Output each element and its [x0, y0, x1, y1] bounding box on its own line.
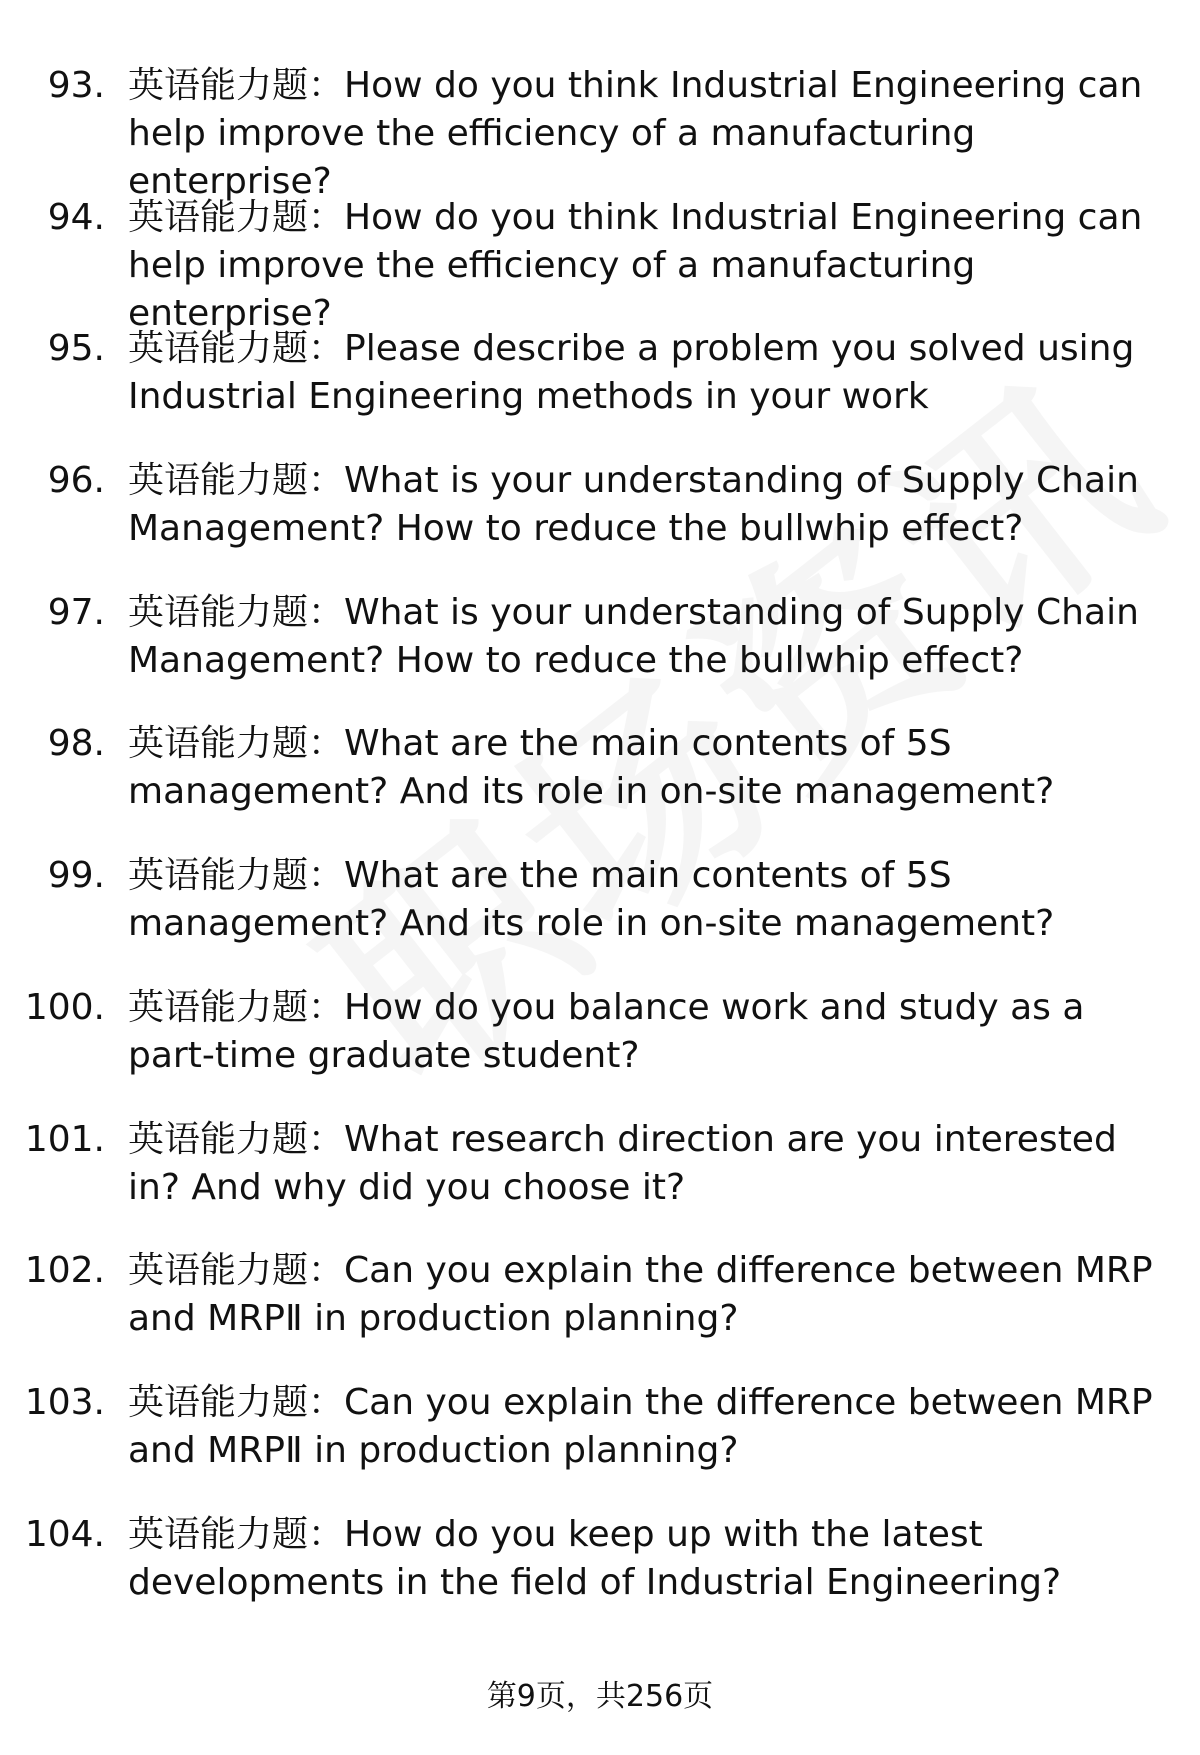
- question-item: [0, 1379, 1200, 1511]
- question-category: 英语能力题：: [128, 1250, 345, 1292]
- question-body: What research direction are you interested in? And why did you choose it?: [128, 1118, 1117, 1208]
- question-number: 102.: [24, 1250, 105, 1292]
- question-body: What is your understanding of Supply Chain Management? How to reduce the bullwhip effect?: [128, 460, 1139, 550]
- question-category: 英语能力题：: [128, 328, 345, 370]
- question-item: [0, 1247, 1200, 1379]
- question-item: [0, 984, 1200, 1116]
- question-item: [0, 852, 1200, 984]
- question-category: 英语能力题：: [128, 723, 345, 765]
- question-number: 94.: [47, 196, 105, 238]
- question-category: 英语能力题：: [128, 855, 345, 897]
- question-number: 101.: [24, 1118, 105, 1160]
- question-number: 100.: [24, 986, 105, 1028]
- question-item: [0, 194, 1200, 334]
- question-body: How do you think Industrial Engineering can help improve the efficiency of a manufacturing enterprise?: [128, 65, 1143, 202]
- question-body: What are the main contents of 5S management? And its role in on-site management?: [128, 855, 1055, 945]
- question-number: 97.: [47, 591, 105, 633]
- question-category: 英语能力题：: [128, 591, 345, 633]
- question-category: 英语能力题：: [128, 196, 345, 238]
- question-item: [0, 457, 1200, 589]
- question-category: 英语能力题：: [128, 1118, 345, 1160]
- question-text: [128, 1379, 1158, 1475]
- question-body: Can you explain the difference between MRP and MRPⅡ in production planning?: [128, 1250, 1153, 1340]
- question-category: 英语能力题：: [128, 65, 345, 106]
- question-text: [128, 325, 1158, 421]
- question-text: [128, 457, 1158, 553]
- question-body: Please describe a problem you solved using Industrial Engineering methods in your work: [128, 328, 1135, 418]
- question-text: [128, 720, 1158, 816]
- question-body: How do you think Industrial Engineering can help improve the efficiency of a manufacturing enterprise?: [128, 196, 1143, 334]
- question-list: [0, 62, 1200, 1642]
- question-item: [0, 325, 1200, 457]
- question-category: 英语能力题：: [128, 460, 345, 502]
- question-number: 95.: [47, 328, 105, 370]
- question-number: 103.: [24, 1381, 105, 1423]
- question-text: [128, 1116, 1158, 1212]
- question-body: What are the main contents of 5S management? And its role in on-site management?: [128, 723, 1055, 813]
- question-body: Can you explain the difference between MRP and MRPⅡ in production planning?: [128, 1381, 1153, 1471]
- question-text: [128, 984, 1158, 1080]
- question-number: 104.: [24, 1513, 105, 1555]
- question-category: 英语能力题：: [128, 1513, 345, 1555]
- question-body: What is your understanding of Supply Chain Management? How to reduce the bullwhip effect?: [128, 591, 1139, 681]
- question-category: 英语能力题：: [128, 986, 345, 1028]
- question-item: [0, 1511, 1200, 1643]
- question-text: [128, 62, 1158, 206]
- question-number: 99.: [47, 855, 105, 897]
- question-body: How do you keep up with the latest developments in the field of Industrial Engineering?: [128, 1513, 1062, 1603]
- question-item: [0, 62, 1200, 202]
- question-item: [0, 1116, 1200, 1248]
- question-text: [128, 1511, 1158, 1607]
- question-item: [0, 589, 1200, 721]
- page-footer: 第9页，共256页: [486, 1679, 714, 1714]
- question-number: 98.: [47, 723, 105, 765]
- question-category: 英语能力题：: [128, 1381, 345, 1423]
- question-text: [128, 194, 1158, 338]
- question-text: [128, 852, 1158, 948]
- question-text: [128, 1247, 1158, 1343]
- question-number: 93.: [47, 65, 105, 106]
- question-item: [0, 720, 1200, 852]
- question-body: How do you balance work and study as a part-time graduate student?: [128, 986, 1085, 1076]
- question-text: [128, 589, 1158, 685]
- question-number: 96.: [47, 460, 105, 502]
